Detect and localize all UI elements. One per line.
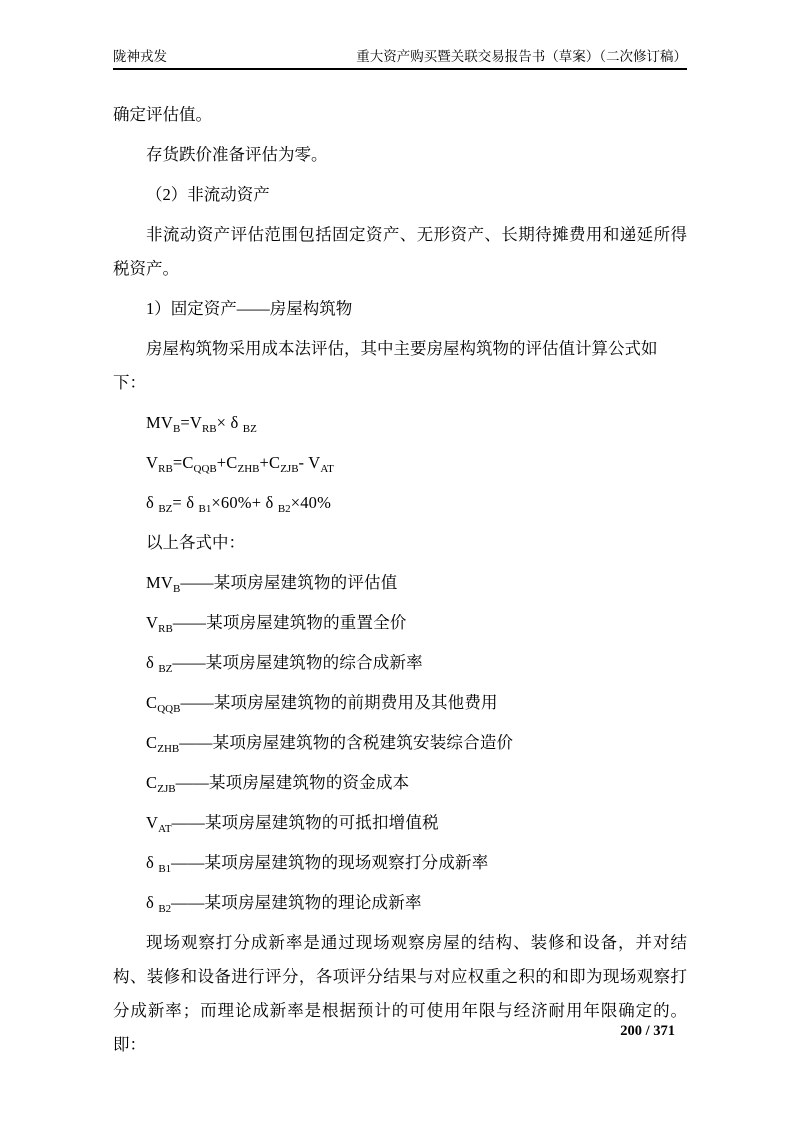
formula-run: =V [180,413,202,432]
formula-run: ——某项房屋建筑物的资金成本 [175,773,410,792]
formula-run: +C [259,453,281,472]
formula-run: ——某项房屋建筑物的理论成新率 [171,893,422,912]
page-header [113,48,687,70]
formula-run: MV [146,573,173,592]
formula-run: ——某项房屋建筑物的可抵扣增值税 [171,813,439,832]
formula-line [113,686,687,720]
document-body [113,72,687,1068]
header-right-title: 重大资产购买暨关联交易报告书（草案）（二次修订稿） [356,49,687,64]
formula-run: ×40% [290,493,332,512]
formula-subscript: ZHB [157,743,180,755]
formula-subscript: ZHB [237,463,260,475]
formula-run: V [146,613,159,632]
formula-line [113,486,687,520]
formula-subscript: AT [158,823,172,835]
formula-run: V [146,453,159,472]
page-number: 200 / 371 [620,1023,675,1039]
formula-subscript: AT [320,463,334,475]
formula-run: =C [172,453,194,472]
formula-subscript: BZ [158,663,173,675]
formula-line [113,886,687,920]
formula-run: V [146,813,159,832]
formula-run: δ [146,653,159,672]
formula-subscript: B2 [158,903,172,915]
formula-subscript: B2 [277,503,291,515]
paragraph: 以上各式中： [146,533,245,552]
paragraph: 现场观察打分成新率是通过现场观察房屋的结构、装修和设备，并对结构、装修和设备进行评分，各项评分结果与对应权重之积的和即为现场观察打分成新率；而理论成新率是根据预计的可使用年限与经济耐用年限确定的。即： [113,933,687,1054]
formula-run: C [146,693,158,712]
paragraph: 1）固定资产——房屋构筑物 [146,299,353,318]
formula-subscript: QQB [193,463,217,475]
formula-run: δ [146,853,159,872]
formula-subscript: ZJB [157,783,176,795]
formula-run: = δ [172,493,199,512]
formula-line [113,566,687,600]
formula-subscript: B [173,583,181,595]
formula-subscript: RB [201,423,217,435]
paragraph: （2）非流动资产 [146,185,270,204]
header-left-title: 陇神戎发 [113,49,167,64]
formula-subscript: QQB [157,703,181,715]
formula-run: C [146,733,158,752]
formula-subscript: BZ [242,423,257,435]
formula-run: - V [298,453,321,472]
formula-subscript: B1 [158,863,172,875]
formula-run: MV [146,413,173,432]
formula-line [113,646,687,680]
formula-line [113,446,687,480]
formula-run: +C [216,453,238,472]
formula-line [113,846,687,880]
formula-run: ——某项房屋建筑物的现场观察打分成新率 [171,853,489,872]
formula-subscript: B1 [198,503,212,515]
formula-line [113,406,687,440]
formula-run: δ [146,893,159,912]
formula-subscript: RB [158,623,173,635]
formula-line [113,806,687,840]
formula-run: ——某项房屋建筑物的评估值 [180,573,398,592]
formula-subscript: BZ [158,503,173,515]
formula-line [113,606,687,640]
paragraph: 非流动资产评估范围包括固定资产、无形资产、长期待摊费用和递延所得税资产。 [113,225,687,278]
formula-run: × δ [216,413,243,432]
formula-run: ——某项房屋建筑物的综合成新率 [172,653,423,672]
formula-run: ×60%+ δ [211,493,278,512]
formula-subscript: ZJB [280,463,299,475]
paragraph: 确定评估值。 [113,105,212,124]
formula-run: ——某项房屋建筑物的重置全价 [172,613,407,632]
paragraph: 房屋构筑物采用成本法评估，其中主要房屋构筑物的评估值计算公式如下： [113,339,658,392]
formula-run: ——某项房屋建筑物的含税建筑安装综合造价 [179,733,514,752]
paragraph: 存货跌价准备评估为零。 [146,145,328,164]
formula-line [113,766,687,800]
formula-run: ——某项房屋建筑物的前期费用及其他费用 [180,693,498,712]
formula-subscript: RB [158,463,173,475]
formula-line [113,726,687,760]
formula-run: C [146,773,158,792]
formula-subscript: B [173,423,181,435]
formula-run: δ [146,493,159,512]
